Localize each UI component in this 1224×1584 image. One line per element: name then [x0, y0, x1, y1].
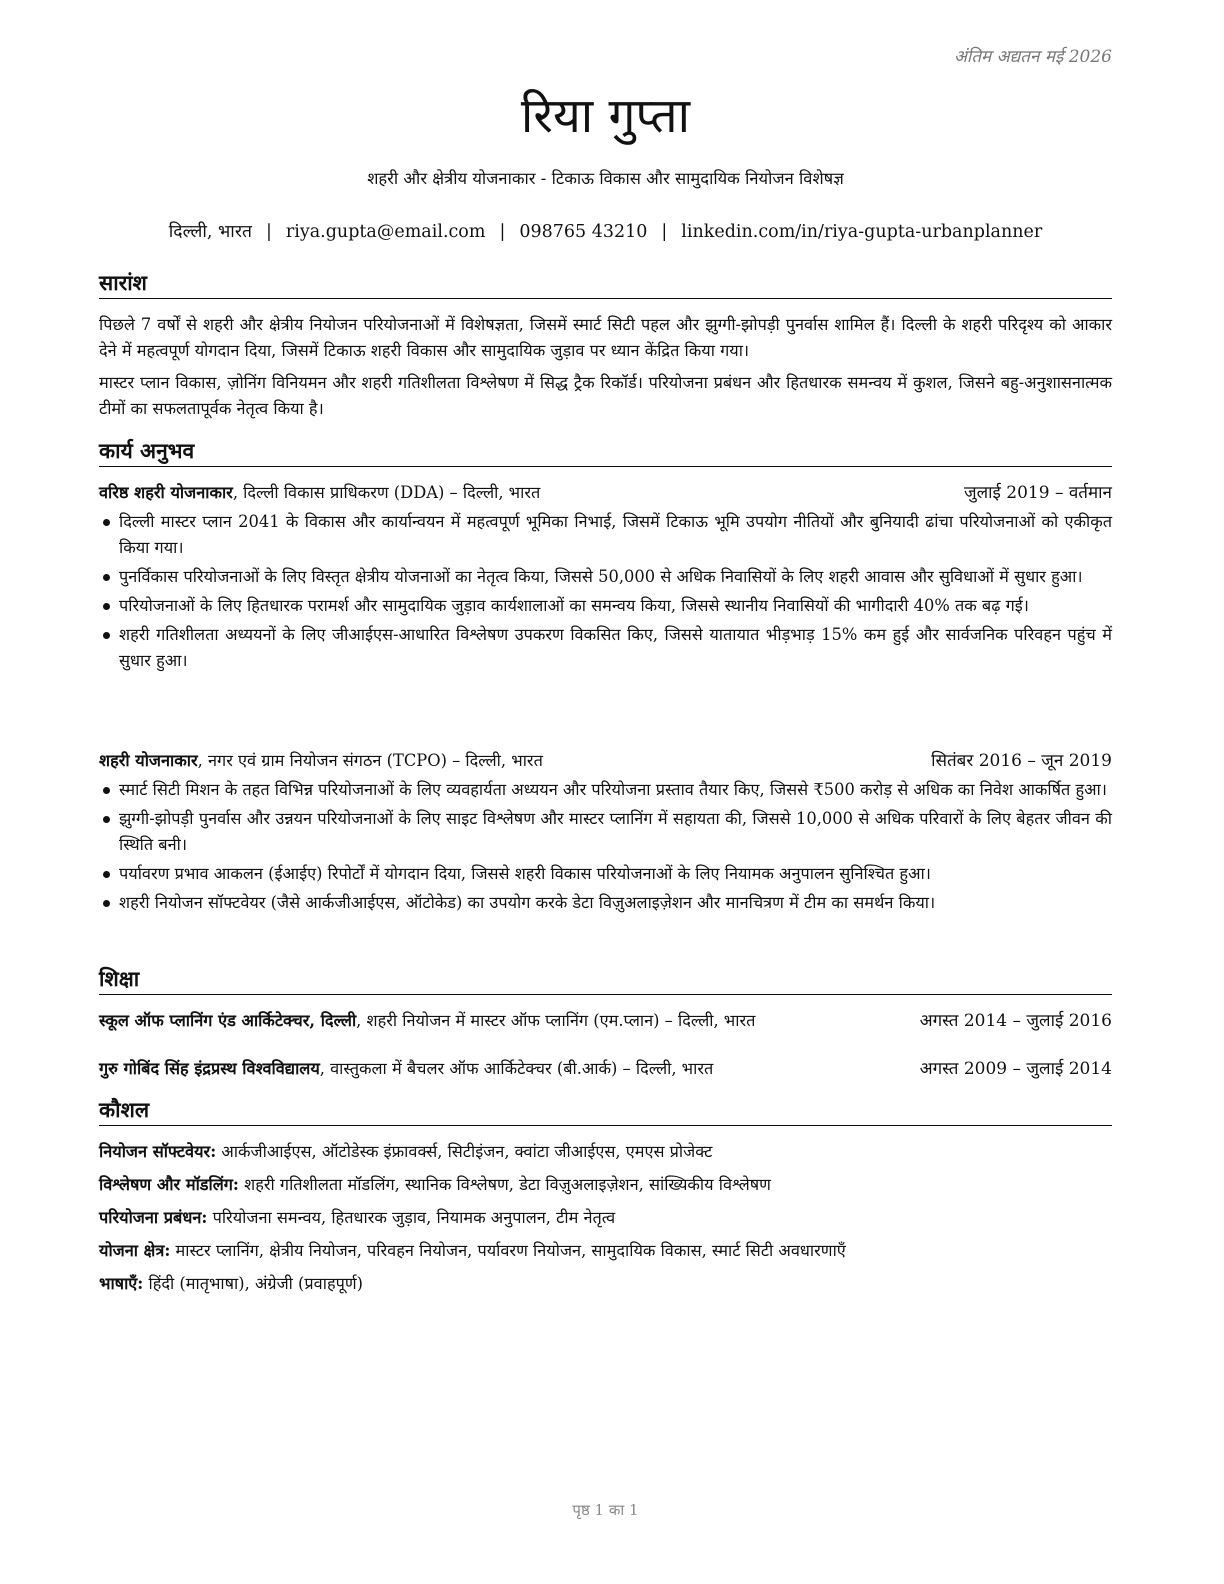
degree-detail: , शहरी नियोजन में मास्टर ऑफ प्लानिंग (एम.प्लान) – दिल्ली, भारत	[356, 1011, 756, 1030]
bullet-dot-icon	[103, 787, 110, 794]
bullet-item	[99, 509, 1112, 561]
bullet-item	[99, 806, 1112, 858]
skill-label: भाषाएँ:	[99, 1274, 144, 1293]
contact-linkedin[interactable]: linkedin.com/in/riya-gupta-urbanplanner	[681, 222, 1043, 242]
contact-phone: 098765 43210	[519, 222, 648, 242]
bullet-dot-icon	[103, 900, 110, 907]
section-title-summary: सारांश	[99, 270, 1112, 299]
job-header	[99, 480, 1112, 506]
skill-line	[99, 1205, 1112, 1231]
contact-email[interactable]: riya.gupta@email.com	[285, 222, 486, 242]
education-item	[99, 1056, 1112, 1082]
bullet-dot-icon	[103, 519, 110, 526]
bullet-item	[99, 777, 1112, 803]
bullet-text: पुनर्विकास परियोजनाओं के लिए विस्तृत क्षेत्रीय योजनाओं का नेतृत्व किया, जिससे 50,000 से अधिक निवासियों के लिए शहरी आवास और सुविधाओं में सुधार हुआ।	[119, 567, 1083, 586]
skill-line	[99, 1172, 1112, 1198]
skill-label: योजना क्षेत्र:	[99, 1241, 171, 1260]
contact-separator: |	[499, 222, 506, 242]
skill-label: परियोजना प्रबंधन:	[99, 1208, 208, 1227]
last-updated: अंतिम अद्यतन मई 2026	[953, 47, 1112, 67]
job-org: , दिल्ली विकास प्राधिकरण (DDA) – दिल्ली, भारत	[232, 483, 541, 502]
bullet-item	[99, 622, 1112, 674]
job-bullets	[99, 777, 1112, 919]
bullet-dot-icon	[103, 632, 110, 639]
contact-separator: |	[265, 222, 272, 242]
page-number: पृष्ठ 1 का 1	[572, 1501, 639, 1519]
job-bullets	[99, 509, 1112, 677]
summary-paragraph: मास्टर प्लान विकास, ज़ोनिंग विनियमन और शहरी गतिशीलता विश्लेषण में सिद्ध ट्रैक रिकॉर्ड। परियोजना प्रबंधन और हितधारक समन्वय में कुशल, जिसने बहु-अनुशासनात्मक टीमों का सफलतापूर्वक नेतृत्व किया है।	[99, 373, 1112, 418]
bullet-text: दिल्ली मास्टर प्लान 2041 के विकास और कार्यान्वयन में महत्वपूर्ण भूमिका निभाई, जिसमें टिकाऊ भूमि उपयोग नीतियों और बुनियादी ढांचा परियोजनाओं को एकीकृत किया गया।	[119, 512, 1112, 557]
contact-line	[99, 219, 1112, 245]
skill-line	[99, 1139, 1112, 1165]
bullet-text: शहरी नियोजन सॉफ्टवेयर (जैसे आर्कजीआईएस, ऑटोकेड) का उपयोग करके डेटा विज़ुअलाइज़ेशन और मानचित्रण में टीम का समर्थन किया।	[119, 893, 936, 912]
degree-detail: , वास्तुकला में बैचलर ऑफ आर्किटेक्चर (बी.आर्क) – दिल्ली, भारत	[319, 1059, 714, 1078]
bullet-text: झुग्गी-झोपड़ी पुनर्वास और उन्नयन परियोजनाओं के लिए साइट विश्लेषण और मास्टर प्लानिंग में सहायता की, जिससे 10,000 से अधिक परिवारों के लिए बेहतर जीवन की स्थिति बनी।	[119, 809, 1112, 854]
skill-line	[99, 1238, 1112, 1264]
bullet-dot-icon	[103, 603, 110, 610]
education-item	[99, 1008, 1112, 1034]
contact-location: दिल्ली, भारत	[168, 222, 252, 242]
job-role: वरिष्ठ शहरी योजनाकार	[99, 483, 233, 502]
bullet-text: पर्यावरण प्रभाव आकलन (ईआईए) रिपोर्टों में योगदान दिया, जिससे शहरी विकास परियोजनाओं के लिए नियामक अनुपालन सुनिश्चित हुआ।	[119, 864, 931, 883]
summary-paragraph: पिछले 7 वर्षों से शहरी और क्षेत्रीय नियोजन परियोजनाओं में विशेषज्ञता, जिसमें स्मार्ट सिटी पहल और झुग्गी-झोपड़ी पुनर्वास शामिल हैं। दिल्ली के शहरी परिदृश्य को आकार देने में महत्वपूर्ण योगदान दिया, जिसमें टिकाऊ शहरी विकास और सामुदायिक जुड़ाव पर ध्यान केंद्रित किया गया।	[99, 315, 1112, 360]
bullet-dot-icon	[103, 816, 110, 823]
skill-value: हिंदी (मातृभाषा), अंग्रेजी (प्रवाहपूर्ण)	[143, 1274, 363, 1293]
school-name: गुरु गोबिंद सिंह इंद्रप्रस्थ विश्वविद्यालय	[99, 1059, 320, 1078]
skill-value: मास्टर प्लानिंग, क्षेत्रीय नियोजन, परिवहन नियोजन, पर्यावरण नियोजन, सामुदायिक विकास, स्मार्ट सिटी अवधारणाएँ	[170, 1241, 846, 1260]
education-dates: अगस्त 2014 – जुलाई 2016	[919, 1011, 1112, 1031]
bullet-item	[99, 861, 1112, 887]
bullet-item	[99, 593, 1112, 619]
skill-value: आर्कजीआईएस, ऑटोडेस्क इंफ्रावर्क्स, सिटीइंजन, क्वांटा जीआईएस, एमएस प्रोजेक्ट	[216, 1142, 713, 1161]
candidate-name: रिया गुप्ता	[520, 88, 691, 144]
contact-separator: |	[661, 222, 668, 242]
bullet-item	[99, 890, 1112, 916]
job-dates: जुलाई 2019 – वर्तमान	[963, 483, 1112, 503]
education-dates: अगस्त 2009 – जुलाई 2014	[919, 1059, 1112, 1079]
school-name: स्कूल ऑफ प्लानिंग एंड आर्किटेक्चर, दिल्ली	[99, 1011, 357, 1030]
tagline: शहरी और क्षेत्रीय योजनाकार - टिकाऊ विकास और सामुदायिक नियोजन विशेषज्ञ	[367, 169, 844, 188]
resume-page	[99, 0, 1112, 1584]
bullet-text: शहरी गतिशीलता अध्ययनों के लिए जीआईएस-आधारित विश्लेषण उपकरण विकसित किए, जिससे यातायात भीड़भाड़ 15% कम हुई और सार्वजनिक परिवहन पहुंच में सुधार हुआ।	[119, 625, 1112, 670]
skill-value: परियोजना समन्वय, हितधारक जुड़ाव, नियामक अनुपालन, टीम नेतृत्व	[207, 1208, 616, 1227]
section-title-skills: कौशल	[99, 1097, 1112, 1126]
bullet-item	[99, 564, 1112, 590]
bullet-dot-icon	[103, 871, 110, 878]
bullet-text: परियोजनाओं के लिए हितधारक परामर्श और सामुदायिक जुड़ाव कार्यशालाओं का समन्वय किया, जिससे स्थानीय निवासियों की भागीदारी 40% तक बढ़ गई।	[119, 596, 1029, 615]
job-role: शहरी योजनाकार	[99, 751, 198, 770]
skill-label: विश्लेषण और मॉडलिंग:	[99, 1175, 239, 1194]
bullet-dot-icon	[103, 574, 110, 581]
skill-value: शहरी गतिशीलता मॉडलिंग, स्थानिक विश्लेषण, डेटा विज़ुअलाइज़ेशन, सांख्यिकीय विश्लेषण	[238, 1175, 771, 1194]
job-dates: सितंबर 2016 – जून 2019	[931, 751, 1112, 771]
skill-label: नियोजन सॉफ्टवेयर:	[99, 1142, 217, 1161]
section-title-experience: कार्य अनुभव	[99, 438, 1112, 467]
bullet-text: स्मार्ट सिटी मिशन के तहत विभिन्न परियोजनाओं के लिए व्यवहार्यता अध्ययन और परियोजना प्रस्ताव तैयार किए, जिससे ₹500 करोड़ से अधिक का निवेश आकर्षित हुआ।	[119, 780, 1107, 799]
section-title-education: शिक्षा	[99, 966, 1112, 995]
job-header	[99, 748, 1112, 774]
job-org: , नगर एवं ग्राम नियोजन संगठन (TCPO) – दिल्ली, भारत	[197, 751, 543, 770]
skill-line	[99, 1271, 1112, 1297]
